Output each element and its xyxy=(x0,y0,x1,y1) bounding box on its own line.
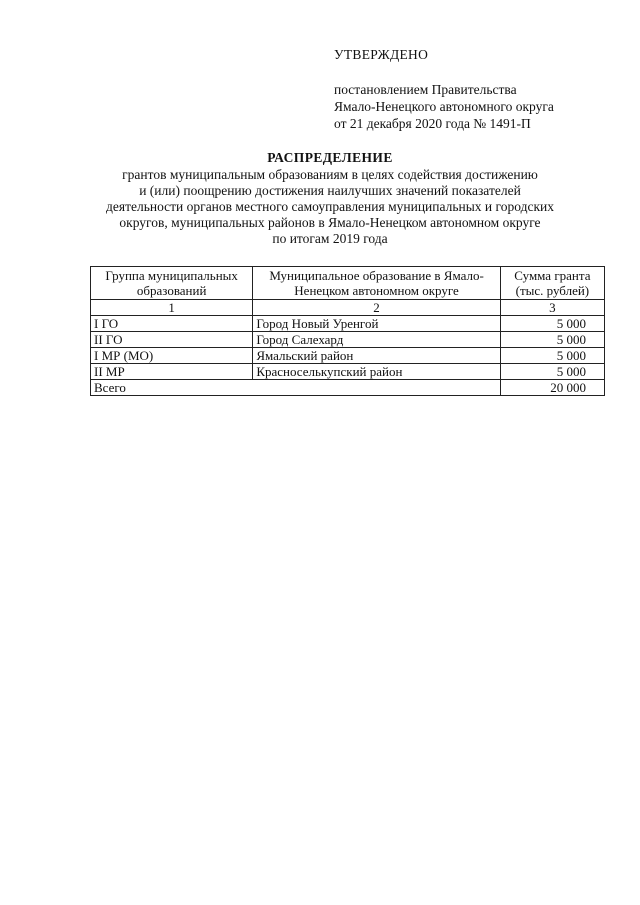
approval-line: постановлением Правительства xyxy=(334,82,517,97)
approval-stamp xyxy=(334,46,554,132)
cell-municipality: Город Новый Уренгой xyxy=(253,316,500,332)
document-heading xyxy=(60,150,600,247)
approval-line: Ямало-Ненецкого автономного округа xyxy=(334,99,554,114)
cell-municipality: Ямальский район xyxy=(253,348,500,364)
subtitle-line: округов, муниципальных районов в Ямало-Ненецком автономном округе xyxy=(119,215,541,230)
header-municipality: Муниципальное образование в Ямало-Ненецком автономном округе xyxy=(253,267,500,300)
grants-table xyxy=(90,266,605,396)
total-label: Всего xyxy=(91,380,501,396)
cell-sum: 5 000 xyxy=(500,332,604,348)
approved-title: УТВЕРЖДЕНО xyxy=(334,47,429,62)
cell-group: II ГО xyxy=(91,332,253,348)
cell-group: I ГО xyxy=(91,316,253,332)
cell-sum: 5 000 xyxy=(500,348,604,364)
approval-line: от 21 декабря 2020 года № 1491-П xyxy=(334,116,531,131)
cell-group: I МР (МО) xyxy=(91,348,253,364)
cell-municipality: Город Салехард xyxy=(253,332,500,348)
cell-municipality: Красноселькупский район xyxy=(253,364,500,380)
subtitle-line: и (или) поощрению достижения наилучших значений показателей xyxy=(139,183,521,198)
column-number: 1 xyxy=(91,300,253,316)
column-number: 2 xyxy=(253,300,500,316)
subtitle-line: деятельности органов местного самоуправления муниципальных и городских xyxy=(106,199,554,214)
cell-group: II МР xyxy=(91,364,253,380)
subtitle-line: грантов муниципальным образованиям в целях содействия достижению xyxy=(122,167,538,182)
cell-sum: 5 000 xyxy=(500,316,604,332)
subtitle-line: по итогам 2019 года xyxy=(272,231,388,246)
table-row xyxy=(91,316,605,332)
header-group: Группа муниципальных образований xyxy=(91,267,253,300)
table-row xyxy=(91,332,605,348)
document-title: РАСПРЕДЕЛЕНИЕ xyxy=(267,150,393,165)
column-number-row xyxy=(91,300,605,316)
cell-sum: 5 000 xyxy=(500,364,604,380)
table-row xyxy=(91,364,605,380)
total-row xyxy=(91,380,605,396)
total-sum: 20 000 xyxy=(500,380,604,396)
table-row xyxy=(91,348,605,364)
column-number: 3 xyxy=(500,300,604,316)
header-sum: Сумма гранта (тыс. рублей) xyxy=(500,267,604,300)
table-header-row xyxy=(91,267,605,300)
